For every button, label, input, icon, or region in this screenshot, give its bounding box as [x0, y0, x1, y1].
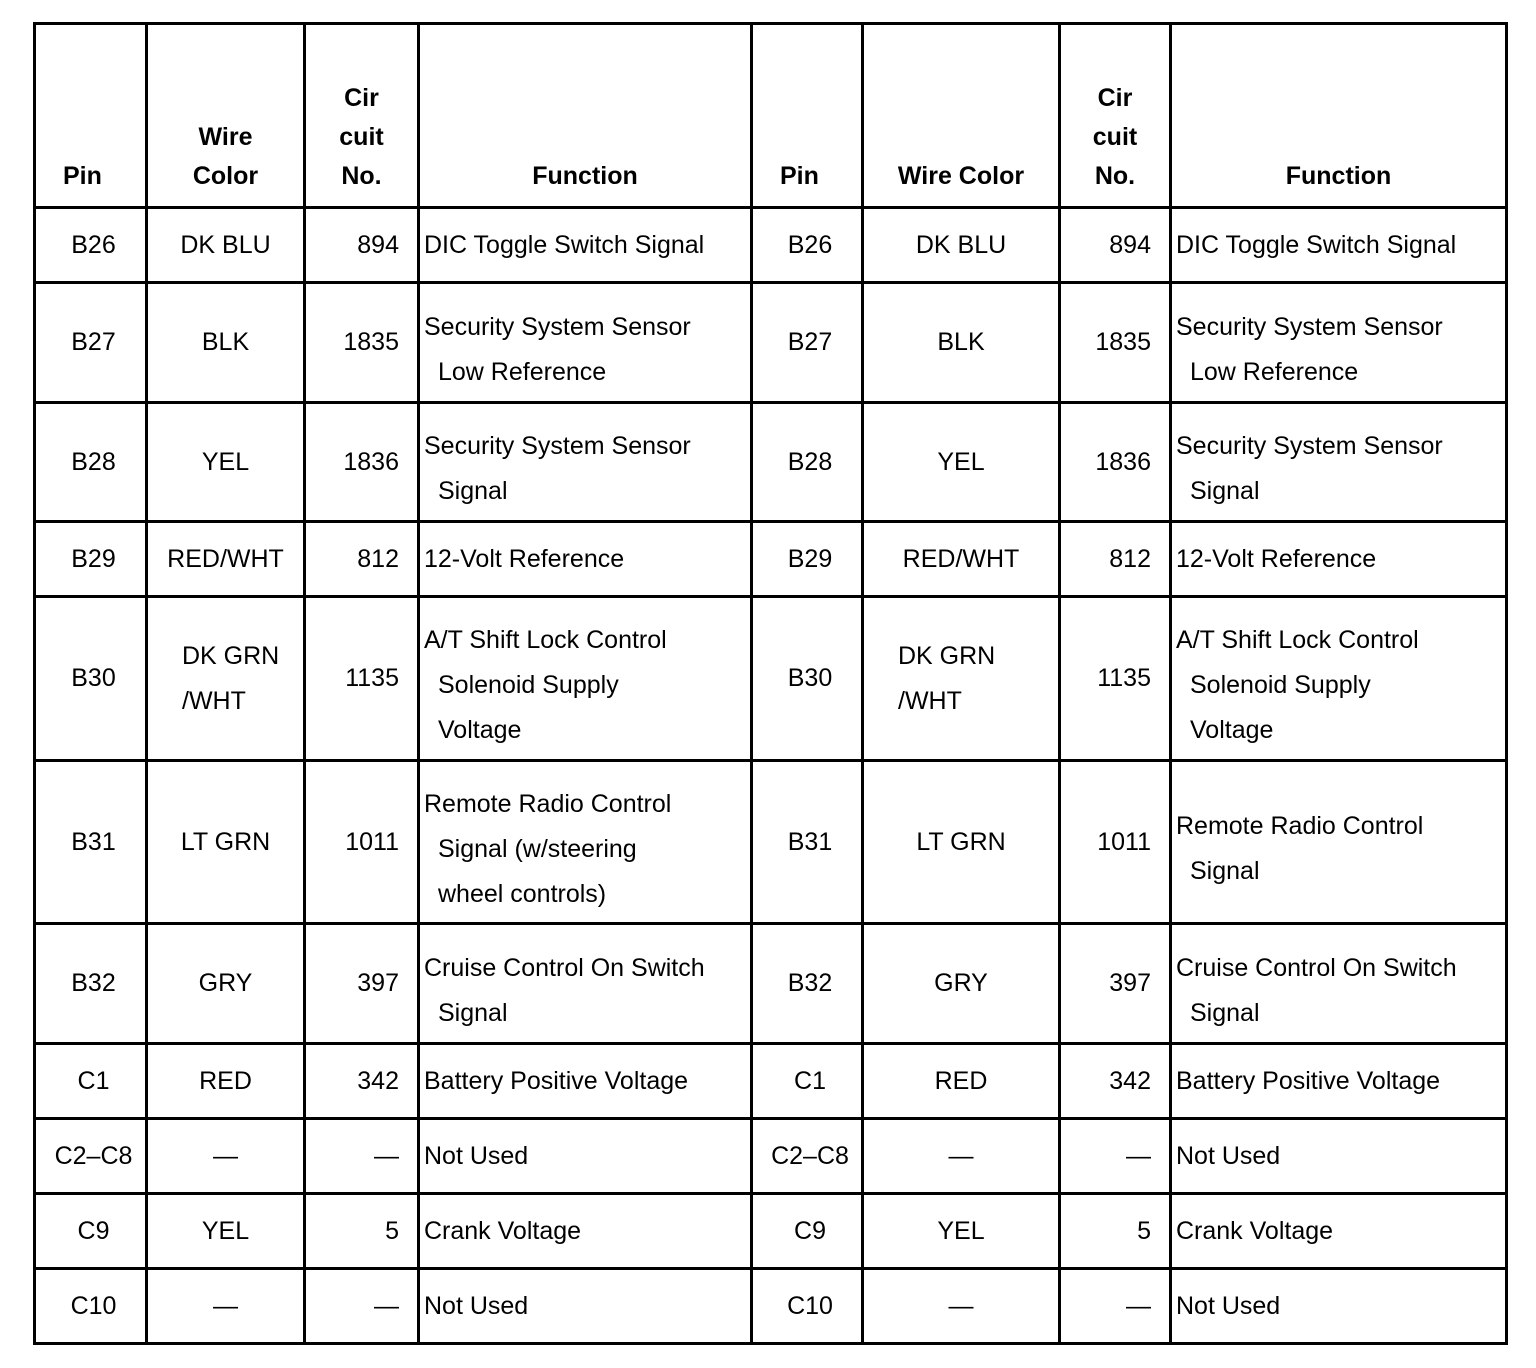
wire-color-line: YEL — [937, 1216, 985, 1245]
function-line: Not Used — [1176, 1291, 1281, 1320]
pin-cell-right: B29 — [752, 522, 863, 597]
function-line: Signal — [1190, 477, 1260, 505]
wire-color-line: LT GRN — [916, 827, 1006, 856]
circuit-number-cell-right: 1135 — [1060, 597, 1171, 761]
header-pin: Pin — [35, 24, 147, 208]
function-cell — [419, 1194, 752, 1269]
table-row — [35, 761, 1507, 924]
function-line: DIC Toggle Switch Signal — [424, 230, 705, 259]
header-function-right: Function — [1171, 24, 1507, 208]
function-line: A/T Shift Lock Control — [424, 626, 667, 654]
circuit-number-cell: — — [305, 1119, 419, 1194]
function-line: Security System Sensor — [424, 432, 691, 460]
wire-color-line: RED/WHT — [902, 544, 1020, 573]
circuit-number-cell-right: 342 — [1060, 1044, 1171, 1119]
pin-cell-right: B32 — [752, 924, 863, 1044]
pin-cell: B32 — [35, 924, 147, 1044]
wire-color-line: YEL — [201, 447, 250, 476]
function-cell-right — [1171, 283, 1507, 403]
table-row — [35, 283, 1507, 403]
pin-cell-right: B28 — [752, 403, 863, 522]
function-cell-right — [1171, 208, 1507, 283]
pin-cell: C10 — [35, 1269, 147, 1344]
function-cell — [419, 403, 752, 522]
wire-color-cell-right — [863, 1194, 1060, 1269]
wire-color-cell-right — [863, 1119, 1060, 1194]
function-line: Cruise Control On Switch — [424, 953, 705, 982]
wire-color-cell — [147, 597, 305, 761]
circuit-number-cell: 1835 — [305, 283, 419, 403]
wire-color-line: GRY — [198, 969, 253, 997]
wire-color-line: /WHT — [898, 686, 962, 715]
pin-cell: B28 — [35, 403, 147, 522]
wire-color-line: /WHT — [182, 686, 246, 715]
connector-pinout-table — [33, 22, 1508, 1345]
function-line: Signal (w/steering — [438, 834, 637, 863]
function-line: Voltage — [438, 716, 522, 744]
function-line: Remote Radio Control — [424, 789, 672, 818]
function-cell-right — [1171, 1119, 1507, 1194]
wire-color-line: RED — [934, 1066, 988, 1095]
wire-color-line: DK GRN — [182, 641, 280, 670]
header-circuit-number-right: Cir cuit No. — [1060, 24, 1171, 208]
function-cell — [419, 522, 752, 597]
circuit-number-cell-right: 1835 — [1060, 283, 1171, 403]
pin-cell-right: C2–C8 — [752, 1119, 863, 1194]
function-line: 12-Volt Reference — [424, 544, 625, 573]
wire-color-line: DK BLU — [180, 230, 271, 259]
function-line: Signal — [438, 998, 508, 1027]
function-cell-right — [1171, 403, 1507, 522]
wire-color-cell-right — [863, 522, 1060, 597]
wire-color-cell — [147, 403, 305, 522]
function-line: 12-Volt Reference — [1176, 544, 1377, 573]
wire-color-line: — — [948, 1141, 974, 1170]
circuit-number-cell-right: 894 — [1060, 208, 1171, 283]
function-line: Voltage — [1190, 716, 1274, 744]
header-wire-color: Wire Color — [147, 24, 305, 208]
wire-color-line: BLK — [937, 328, 985, 356]
pin-cell-right: C10 — [752, 1269, 863, 1344]
function-line: Solenoid Supply — [438, 671, 619, 699]
circuit-number-cell: — — [305, 1269, 419, 1344]
wire-color-cell-right — [863, 403, 1060, 522]
function-line: DIC Toggle Switch Signal — [1176, 230, 1457, 259]
wire-color-line: DK GRN — [898, 641, 996, 670]
wire-color-cell — [147, 208, 305, 283]
pin-cell-right: C1 — [752, 1044, 863, 1119]
pin-cell: B29 — [35, 522, 147, 597]
circuit-number-cell-right: 1836 — [1060, 403, 1171, 522]
wire-color-cell — [147, 761, 305, 924]
wire-color-cell — [147, 1044, 305, 1119]
function-line: Security System Sensor — [1176, 432, 1443, 460]
wire-color-cell — [147, 1194, 305, 1269]
circuit-number-cell-right: — — [1060, 1269, 1171, 1344]
circuit-number-cell: 342 — [305, 1044, 419, 1119]
pin-cell-right: C9 — [752, 1194, 863, 1269]
function-cell — [419, 1269, 752, 1344]
header-function: Function — [419, 24, 752, 208]
function-cell — [419, 283, 752, 403]
function-line: Security System Sensor — [424, 312, 691, 341]
circuit-number-cell: 812 — [305, 522, 419, 597]
function-line: Not Used — [424, 1291, 529, 1320]
wire-color-cell — [147, 924, 305, 1044]
function-cell-right — [1171, 1044, 1507, 1119]
wire-color-cell — [147, 522, 305, 597]
table-row — [35, 522, 1507, 597]
wire-color-cell-right — [863, 1269, 1060, 1344]
pin-cell: C9 — [35, 1194, 147, 1269]
table-row — [35, 924, 1507, 1044]
function-line: A/T Shift Lock Control — [1176, 626, 1419, 654]
function-line: Solenoid Supply — [1190, 671, 1371, 699]
function-cell-right — [1171, 522, 1507, 597]
wire-color-cell — [147, 1269, 305, 1344]
function-cell — [419, 208, 752, 283]
table-row — [35, 1194, 1507, 1269]
pin-cell: C2–C8 — [35, 1119, 147, 1194]
circuit-number-cell-right: 812 — [1060, 522, 1171, 597]
pin-cell: B27 — [35, 283, 147, 403]
function-line: Signal — [438, 477, 508, 505]
table-row — [35, 1269, 1507, 1344]
function-cell — [419, 924, 752, 1044]
function-line: Signal — [1190, 998, 1260, 1027]
function-line: Crank Voltage — [1176, 1216, 1334, 1245]
function-cell — [419, 1119, 752, 1194]
function-cell — [419, 1044, 752, 1119]
circuit-number-cell-right: 5 — [1060, 1194, 1171, 1269]
wire-color-cell-right — [863, 1044, 1060, 1119]
pin-cell: B30 — [35, 597, 147, 761]
wire-color-cell — [147, 283, 305, 403]
function-line: Security System Sensor — [1176, 312, 1443, 341]
circuit-number-cell: 1135 — [305, 597, 419, 761]
wire-color-line: — — [213, 1141, 238, 1170]
function-line: Battery Positive Voltage — [424, 1066, 689, 1095]
circuit-number-cell: 5 — [305, 1194, 419, 1269]
function-cell — [419, 761, 752, 924]
pin-cell-right: B26 — [752, 208, 863, 283]
function-cell-right — [1171, 924, 1507, 1044]
table-row — [35, 403, 1507, 522]
wire-color-line: BLK — [201, 328, 250, 356]
wire-color-cell-right — [863, 924, 1060, 1044]
circuit-number-cell: 1836 — [305, 403, 419, 522]
wire-color-line: — — [213, 1291, 238, 1320]
pin-cell-right: B30 — [752, 597, 863, 761]
function-line: Low Reference — [1190, 357, 1359, 386]
wire-color-cell-right — [863, 283, 1060, 403]
table-row — [35, 597, 1507, 761]
table-row — [35, 1119, 1507, 1194]
function-line: Signal — [1190, 857, 1260, 885]
header-circuit-number: Cir cuit No. — [305, 24, 419, 208]
header-wire-color-right: Wire Color — [863, 24, 1060, 208]
pin-cell-right: B31 — [752, 761, 863, 924]
function-line: Remote Radio Control — [1176, 812, 1424, 840]
wire-color-line: DK BLU — [915, 230, 1007, 259]
circuit-number-cell-right: 397 — [1060, 924, 1171, 1044]
function-line: Cruise Control On Switch — [1176, 953, 1457, 982]
circuit-number-cell: 1011 — [305, 761, 419, 924]
circuit-number-cell-right: 1011 — [1060, 761, 1171, 924]
wire-color-line: LT GRN — [180, 827, 271, 856]
table-row — [35, 208, 1507, 283]
circuit-number-cell-right: — — [1060, 1119, 1171, 1194]
pin-cell: B26 — [35, 208, 147, 283]
circuit-number-cell: 894 — [305, 208, 419, 283]
wire-color-cell-right — [863, 761, 1060, 924]
wire-color-line: RED — [199, 1066, 252, 1095]
function-line: wheel controls) — [438, 879, 607, 908]
pin-cell: B31 — [35, 761, 147, 924]
function-cell-right — [1171, 1194, 1507, 1269]
function-line: Not Used — [424, 1141, 529, 1170]
function-cell — [419, 597, 752, 761]
circuit-number-cell: 397 — [305, 924, 419, 1044]
wire-color-line: RED/WHT — [167, 544, 284, 573]
header-pin-right: Pin — [752, 24, 863, 208]
pin-rows — [35, 208, 1507, 1344]
wire-color-cell-right — [863, 208, 1060, 283]
wire-color-line: YEL — [201, 1216, 250, 1245]
function-line: Low Reference — [438, 357, 607, 386]
wire-color-cell-right — [863, 597, 1060, 761]
function-cell-right — [1171, 597, 1507, 761]
wire-color-line: — — [948, 1291, 974, 1320]
header-row — [35, 24, 1507, 208]
function-cell-right — [1171, 761, 1507, 924]
wire-color-line: YEL — [937, 447, 985, 476]
function-line: Crank Voltage — [424, 1216, 582, 1245]
table-row — [35, 1044, 1507, 1119]
function-cell-right — [1171, 1269, 1507, 1344]
wire-color-cell — [147, 1119, 305, 1194]
wire-color-line: GRY — [934, 969, 988, 997]
function-line: Not Used — [1176, 1141, 1281, 1170]
function-line: Battery Positive Voltage — [1176, 1066, 1441, 1095]
pin-cell: C1 — [35, 1044, 147, 1119]
pin-cell-right: B27 — [752, 283, 863, 403]
